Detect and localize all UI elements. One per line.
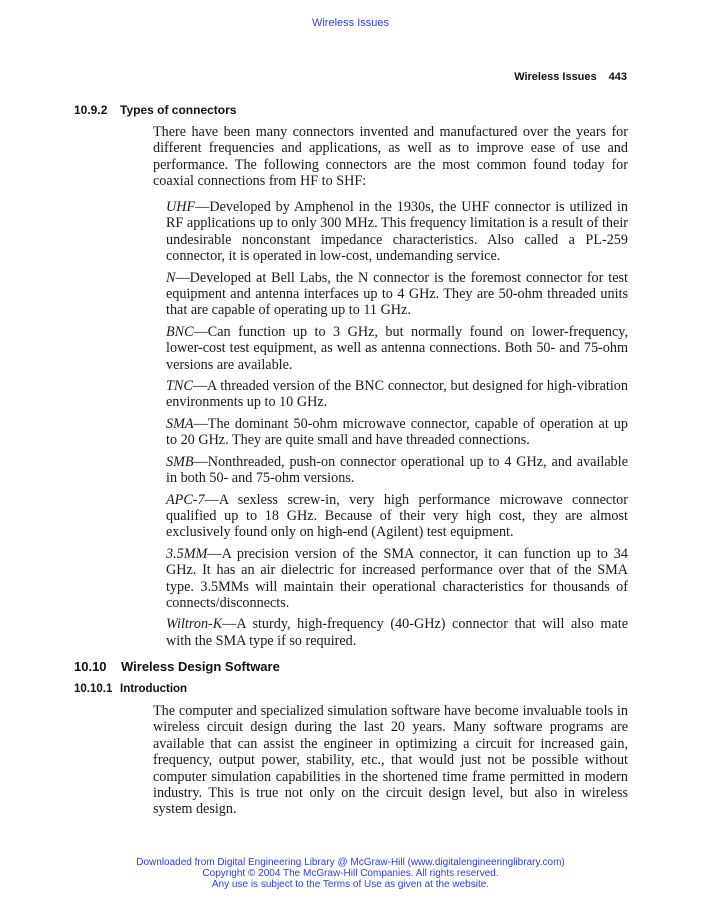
connector-term: SMA [166,415,194,432]
footer-copyright-line: Copyright © 2004 The McGraw-Hill Companies. All rights reserved. [202,868,499,879]
connector-term: UHF [166,199,196,215]
connector-description: —Can function up to 3 GHz, but normally found on lower-frequency, lower-cost test equipment, as well as antenna connections. Both 50- and 75-ohm versions are available. [166,323,628,373]
connector-description: —Nonthreaded, push-on connector operational up to 4 GHz, and available in both 50- and 75-ohm versions. [166,453,628,487]
connector-list [166,199,628,654]
connector-description: —A threaded version of the BNC connector, but designed for high-vibration environments up to 10 GHz. [166,378,628,411]
section-heading-wireless-design-software [74,659,280,674]
section-title: Wireless Design Software [121,659,280,674]
section-title: Introduction [120,683,188,695]
section-heading-introduction [74,683,187,695]
connector-entry-uhf [166,199,628,265]
section-heading-connectors [74,103,236,117]
connector-term: APC-7 [166,491,205,508]
connector-entry-smb [166,454,628,487]
footer-terms-line[interactable]: Any use is subject to the Terms of Use as given at the website. [211,879,490,890]
connector-term: N [166,269,176,286]
connector-term: Wiltron-K [166,616,223,633]
running-head [514,71,627,83]
section-title: Types of connectors [120,103,237,117]
connector-term: 3.5MM [166,545,208,562]
connector-term: TNC [166,378,193,395]
connector-entry-bnc [166,324,628,373]
running-head-title: Wireless Issues [514,71,597,83]
connector-entry-tnc [166,378,628,411]
section-number: 10.9.2 [74,103,108,117]
connector-entry-3-5mm [166,546,628,612]
connector-entry-n [166,270,628,319]
connector-entry-sma [166,416,628,449]
footer-copyright [0,857,701,890]
top-header-link[interactable]: Wireless Issues [311,17,390,29]
section-number: 10.10 [74,659,107,674]
connector-description: —Developed at Bell Labs, the N connector is the foremost connector for test equipment and antenna interfaces up to 4 GHz. They are 50-ohm threaded units that are capable of operating up to 11 GHz. [166,269,628,319]
connector-description: —Developed by Amphenol in the 1930s, the UHF connector is utilized in RF applications up to only 300 MHz. This frequency limitation is a result of their undesirable nonconstant impedance characteristics. Also called a PL-259 connector, it is operated in low-cost, undemanding service. [166,199,628,265]
connector-term: BNC [166,323,194,340]
connectors-intro-paragraph: There have been many connectors invented and manufactured over the years for different frequencies and applications, as well as to improve ease of use and performance. The following connectors are the most common found today for coaxial connections from HF to SHF: [153,124,628,190]
connector-entry-wiltron-k [166,616,628,649]
connector-description: —A sturdy, high-frequency (40-GHz) connector that will also mate with the SMA type if so required. [166,616,628,649]
connector-description: —A precision version of the SMA connector, it can function up to 34 GHz. It has an air dielectric for increased performance over that of the SMA type. 3.5MMs will maintain their operational characteristics for thousands of connects/disconnects. [166,545,628,611]
connector-description: —A sexless screw-in, very high performance microwave connector qualified up to 18 GHz. Because of their very high cost, they are almost exclusively found only on high-end (Agilent) test equipment. [166,491,628,541]
introduction-paragraph: The computer and specialized simulation software have become invaluable tools in wireless circuit design during the last 20 years. Many software programs are available that can assist the engineer in optimizing a circuit for increased gain, frequency, output power, stability, etc., that would just not be possible without computer simulation capabilities in the shortened time frame permitted in modern industry. This is true not only on the circuit design level, but also in wireless system design. [153,703,628,818]
section-number: 10.10.1 [74,683,113,695]
connector-term: SMB [166,453,194,470]
connector-description: —The dominant 50-ohm microwave connector, capable of operation at up to 20 GHz. They are quite small and have threaded connections. [166,415,628,449]
connector-entry-apc7 [166,492,628,541]
footer-download-link[interactable]: Downloaded from Digital Engineering Library @ McGraw-Hill (www.digitalengineeringlibrary.com) [136,857,565,868]
page-number: 443 [608,71,627,83]
